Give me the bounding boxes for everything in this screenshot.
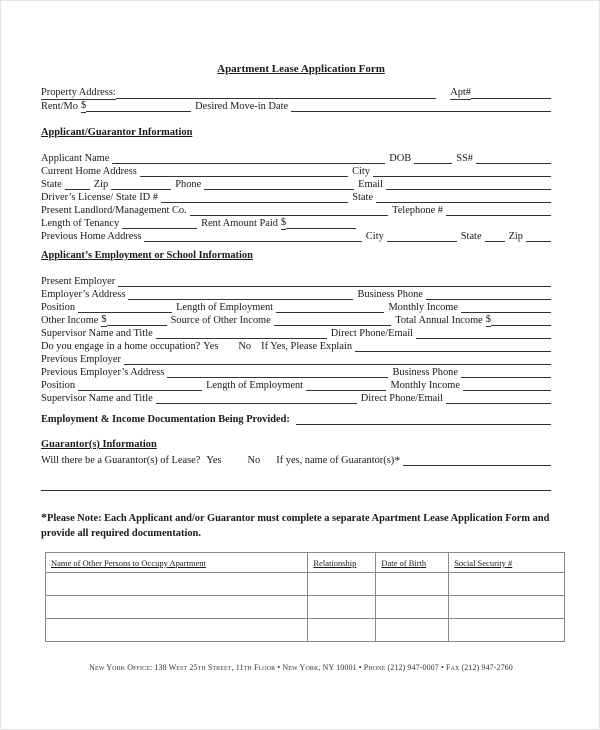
header-social-security: Social Security # <box>449 553 565 573</box>
occupant-name-cell[interactable] <box>46 573 308 596</box>
present-employer-label: Present Employer <box>41 276 116 287</box>
home-occupation-yes[interactable]: Yes <box>203 341 219 352</box>
other-income-label: Other Income <box>41 315 99 326</box>
apt-label: Apt# <box>450 87 471 98</box>
monthly-income-field[interactable] <box>461 302 551 313</box>
applicant-section-heading: Applicant/Guarantor Information <box>41 127 193 138</box>
state-label: State <box>41 179 62 190</box>
position-label: Position <box>41 302 76 313</box>
guarantor-name-label: If yes, name of Guarantor(s) <box>276 455 395 466</box>
rent-label: Rent/Mo <box>41 101 78 112</box>
move-in-field[interactable] <box>291 101 551 112</box>
previous-supervisor-label: Supervisor Name and Title <box>41 393 153 404</box>
rent-currency: $ <box>80 100 87 111</box>
guarantor-question-label: Will there be a Guarantor(s) of Lease? <box>41 455 201 466</box>
license-label: Driver’s License/ State ID # <box>41 192 158 203</box>
rent-paid-label: Rent Amount Paid <box>201 218 278 229</box>
direct-phone-field[interactable] <box>416 328 551 339</box>
header-name: Name of Other Persons to Occupy Apartment <box>46 553 308 573</box>
email-label: Email <box>358 179 383 190</box>
previous-employer-row <box>41 353 551 366</box>
previous-city-field[interactable] <box>387 231 457 242</box>
other-income-row <box>41 314 551 327</box>
business-phone-label: Business Phone <box>357 289 423 300</box>
previous-monthly-income-field[interactable] <box>463 380 551 391</box>
current-address-label: Current Home Address <box>41 166 137 177</box>
occupant-relationship-cell[interactable] <box>308 596 376 619</box>
header-date-of-birth: Date of Birth <box>376 553 449 573</box>
please-note <box>41 510 561 541</box>
property-address-label: Property Address: <box>41 87 116 98</box>
landlord-row <box>41 204 551 217</box>
dob-field[interactable] <box>414 153 452 164</box>
applicant-name-field[interactable] <box>112 153 385 164</box>
guarantor-yes[interactable]: Yes <box>206 455 222 466</box>
form-title: Apartment Lease Application Form <box>217 63 385 75</box>
occupant-dob-cell[interactable] <box>376 573 449 596</box>
guarantor-no[interactable]: No <box>247 455 261 466</box>
previous-employer-address-field[interactable] <box>167 367 388 378</box>
other-income-currency: $ <box>101 314 107 325</box>
occupant-relationship-cell[interactable] <box>308 619 376 642</box>
employer-address-label: Employer’s Address <box>41 289 126 300</box>
if-yes-explain-field[interactable] <box>355 341 551 352</box>
telephone-label: Telephone # <box>392 205 443 216</box>
previous-business-phone-label: Business Phone <box>392 367 458 378</box>
email-field[interactable] <box>386 179 551 190</box>
documentation-label: Employment & Income Documentation Being Provided: <box>41 414 290 425</box>
previous-employer-address-label: Previous Employer’s Address <box>41 367 165 378</box>
previous-business-phone-field[interactable] <box>461 367 551 378</box>
rent-paid-field[interactable] <box>286 218 356 229</box>
occupant-name-cell[interactable] <box>46 596 308 619</box>
employer-address-row <box>41 288 551 301</box>
position-field[interactable] <box>78 302 172 313</box>
previous-city-label: City <box>365 231 384 242</box>
applicant-name-row <box>41 152 551 165</box>
previous-length-employment-label: Length of Employment <box>206 380 304 391</box>
note-text: Please Note: Each Applicant and/or Guarantor must complete a separate Apartment Lease Application Form and provide all required documentation. <box>41 513 550 539</box>
previous-position-row <box>41 379 551 392</box>
previous-zip-field[interactable] <box>526 231 551 242</box>
home-occupation-label: Do you engage in a home occupation? <box>41 341 201 352</box>
occupant-ssn-cell[interactable] <box>449 619 565 642</box>
license-field[interactable] <box>161 192 348 203</box>
occupants-table <box>45 552 565 642</box>
position-row <box>41 301 551 314</box>
asterisk-icon: * <box>394 453 401 467</box>
city-field[interactable] <box>373 166 551 177</box>
note-asterisk-icon: * <box>41 510 47 524</box>
length-employment-label: Length of Employment <box>176 302 274 313</box>
previous-state-field[interactable] <box>485 231 505 242</box>
documentation-field[interactable] <box>296 414 551 425</box>
occupant-dob-cell[interactable] <box>376 619 449 642</box>
previous-address-field[interactable] <box>144 231 361 242</box>
home-occupation-no[interactable]: No <box>238 341 252 352</box>
apt-field[interactable] <box>471 88 551 99</box>
table-row <box>46 619 565 642</box>
previous-length-employment-field[interactable] <box>306 380 386 391</box>
occupant-ssn-cell[interactable] <box>449 596 565 619</box>
previous-monthly-income-label: Monthly Income <box>390 380 460 391</box>
previous-position-field[interactable] <box>78 380 202 391</box>
property-address-row <box>41 87 551 100</box>
zip-field[interactable] <box>111 179 171 190</box>
tenancy-label: Length of Tenancy <box>41 218 120 229</box>
tenancy-field[interactable] <box>122 218 197 229</box>
state-field[interactable] <box>65 179 90 190</box>
license-state-label: State <box>352 192 373 203</box>
direct-phone-label: Direct Phone/Email <box>330 328 413 339</box>
license-row <box>41 191 551 204</box>
business-phone-field[interactable] <box>426 289 551 300</box>
office-footer: New York Office: 138 West 25th Street, 11th Floor • New York, NY 10001 • Phone (212) 947-0007 • Fax (212) 947-2760 <box>89 663 513 672</box>
state-zip-phone-row <box>41 178 551 191</box>
occupant-ssn-cell[interactable] <box>449 573 565 596</box>
supervisor-field[interactable] <box>156 328 327 339</box>
previous-employer-field[interactable] <box>124 354 551 365</box>
if-yes-explain-label: If Yes, Please Explain <box>261 341 353 352</box>
current-address-field[interactable] <box>140 166 348 177</box>
rent-paid-currency: $ <box>280 217 287 228</box>
supervisor-label: Supervisor Name and Title <box>41 328 153 339</box>
employment-section-heading: Applicant’s Employment or School Information <box>41 250 253 261</box>
previous-direct-phone-label: Direct Phone/Email <box>360 393 443 404</box>
license-state-field[interactable] <box>376 192 551 203</box>
total-annual-income-label: Total Annual Income <box>395 315 483 326</box>
property-address-field[interactable] <box>116 88 436 99</box>
zip-label: Zip <box>93 179 109 190</box>
phone-label: Phone <box>175 179 202 190</box>
previous-zip-label: Zip <box>508 231 523 242</box>
source-other-income-field[interactable] <box>274 315 391 326</box>
table-header-row <box>46 553 565 573</box>
previous-employer-label: Previous Employer <box>41 354 121 365</box>
guarantor-continuation-field[interactable] <box>41 480 551 491</box>
previous-direct-phone-field[interactable] <box>446 393 551 404</box>
previous-supervisor-row <box>41 392 551 405</box>
previous-position-label: Position <box>41 380 76 391</box>
total-annual-income-field[interactable] <box>491 315 551 326</box>
telephone-field[interactable] <box>446 205 551 216</box>
city-label: City <box>352 166 370 177</box>
previous-state-label: State <box>460 231 482 242</box>
previous-address-row <box>41 230 551 243</box>
current-address-row <box>41 165 551 178</box>
table-row <box>46 573 565 596</box>
total-annual-income-currency: $ <box>485 314 491 325</box>
documentation-row <box>41 413 551 426</box>
tenancy-row <box>41 217 551 230</box>
occupant-dob-cell[interactable] <box>376 596 449 619</box>
length-employment-field[interactable] <box>276 302 384 313</box>
previous-address-label: Previous Home Address <box>41 231 142 242</box>
rent-field[interactable] <box>86 101 191 112</box>
supervisor-row <box>41 327 551 340</box>
employer-address-field[interactable] <box>128 289 353 300</box>
previous-employer-address-row <box>41 366 551 379</box>
guarantor-name-field[interactable] <box>403 455 551 466</box>
header-relationship: Relationship <box>308 553 376 573</box>
present-employer-row <box>41 275 551 288</box>
phone-field[interactable] <box>204 179 354 190</box>
applicant-name-label: Applicant Name <box>41 153 110 164</box>
rent-row <box>41 100 551 113</box>
occupant-relationship-cell[interactable] <box>308 573 376 596</box>
landlord-field[interactable] <box>190 205 388 216</box>
monthly-income-label: Monthly Income <box>388 302 458 313</box>
previous-supervisor-field[interactable] <box>156 393 357 404</box>
guarantor-question-row <box>41 454 551 467</box>
guarantor-continuation-row <box>41 479 551 492</box>
ss-label: SS# <box>456 153 473 164</box>
landlord-label: Present Landlord/Management Co. <box>41 205 187 216</box>
occupant-name-cell[interactable] <box>46 619 308 642</box>
other-income-field[interactable] <box>107 315 167 326</box>
present-employer-field[interactable] <box>118 276 551 287</box>
home-occupation-row <box>41 340 551 353</box>
source-other-income-label: Source of Other Income <box>170 315 271 326</box>
ss-field[interactable] <box>476 153 551 164</box>
table-row <box>46 596 565 619</box>
dob-label: DOB <box>389 153 412 164</box>
guarantor-section-heading: Guarantor(s) Information <box>41 439 157 450</box>
move-in-label: Desired Move-in Date <box>195 101 289 112</box>
